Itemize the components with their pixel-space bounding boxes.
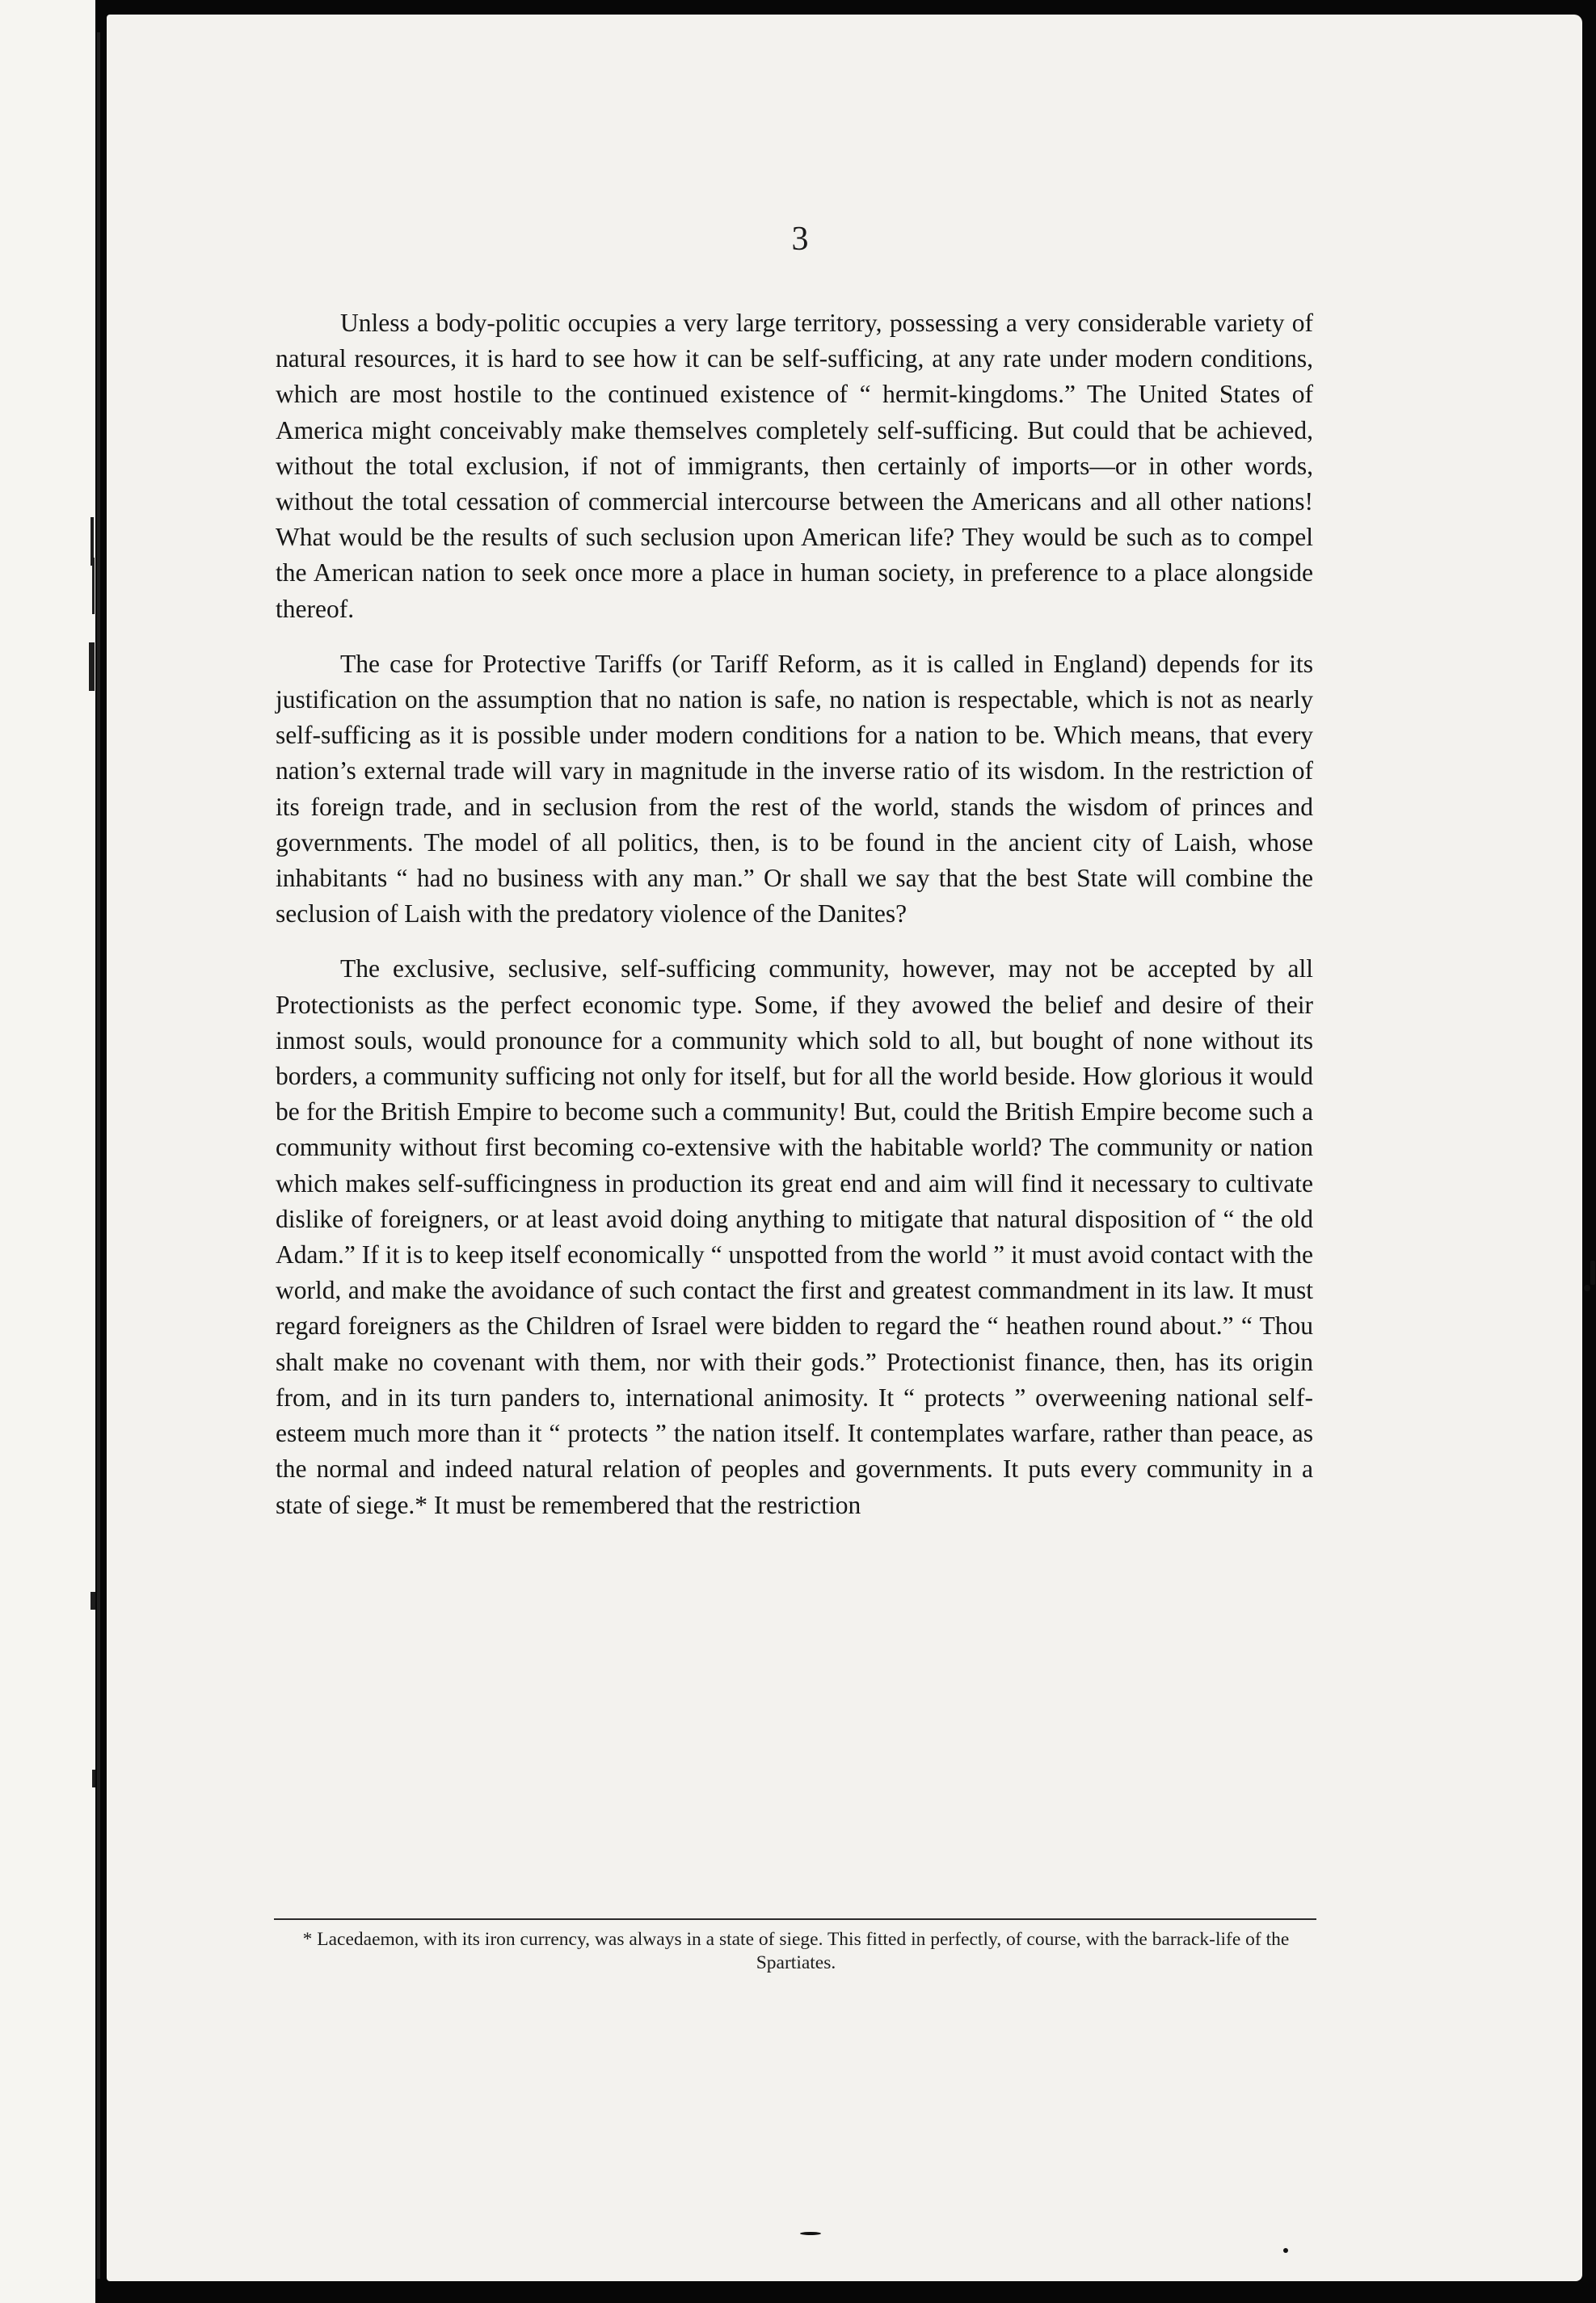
footnote-divider xyxy=(274,1918,1316,1920)
paragraph: Unless a body-politic occupies a very large territory, possessing a very considerable variety of natural resources, it is hard to see how it can be self-sufficing, at any rate under modern conditions, which are most hostile to the continued existence of “ hermit-kingdoms.” The United States of America might conceivably make themselves completely self-sufficing. But could that be achieved, without the total exclusion, if not of immigrants, then certainly of imports—or in other words, without the total cessation of commercial intercourse between the Americans and all other nations! What would be the results of such seclusion upon American life? They would be such as to compel the American nation to seek once more a place in human society, in preference to a place alongside thereof. xyxy=(276,309,1313,623)
paragraph: The case for Protective Tariffs (or Tariff Reform, as it is called in England) depends for its justification on the assumption that no nation is safe, no nation is respectable, which is not as nearly self-sufficing as it is possible under modern conditions for a nation to be. Which means, that every nation’s external trade will vary in magnitude in the inverse ratio of its wisdom. In the restriction of its foreign trade, and in seclusion from the rest of the world, stands the wisdom of princes and governments. The model of all politics, then, is to be found in the ancient city of Laish, whose inhabitants “ had no business with any man.” Or shall we say that the best State will combine the seclusion of Laish with the predatory violence of the Danites? xyxy=(276,649,1313,928)
paragraph: The exclusive, seclusive, self-sufficing community, however, may not be accepted by all Protectionists as the perfect economic type. Some, if they avowed the belief and desire of their inmost souls, would pronounce for a community which sold to all, but bought of none without its borders, a community sufficing not only for itself, but for all the world beside. How glorious it would be for the British Empire to become such a community! But, could the British Empire become such a community without first becoming co-extensive with the habitable world? The community or nation which makes self-sufficingness in production its great end and aim will find it necessary to cultivate dislike of foreigners, or at least avoid doing anything to mitigate that natural disposition of “ the old Adam.” If it is to keep itself economically “ unspotted from the world ” it must avoid contact with the world, and make the avoidance of such contact the first and greatest commandment in its law. It must regard foreigners as the Children of Israel were bidden to regard the “ heathen round about.” “ Thou shalt make no covenant with them, nor with their gods.” Protectionist finance, then, has its origin from, and in its turn panders to, international animosity. It “ protects ” overweening national self-esteem much more than it “ protects ” the nation itself. It contemplates warfare, rather than peace, as the normal and indeed natural relation of peoples and governments. It puts every community in a state of siege.* It must be remembered that the restriction xyxy=(276,954,1313,1519)
facing-page-edge xyxy=(0,0,95,2303)
body-text xyxy=(276,305,1313,1543)
footnote: * Lacedaemon, with its iron currency, was always in a state of siege. This fitted in perfectly, of course, with the barrack-life of the Spartiates. xyxy=(302,1929,1290,1973)
page-number: 3 xyxy=(791,221,809,258)
